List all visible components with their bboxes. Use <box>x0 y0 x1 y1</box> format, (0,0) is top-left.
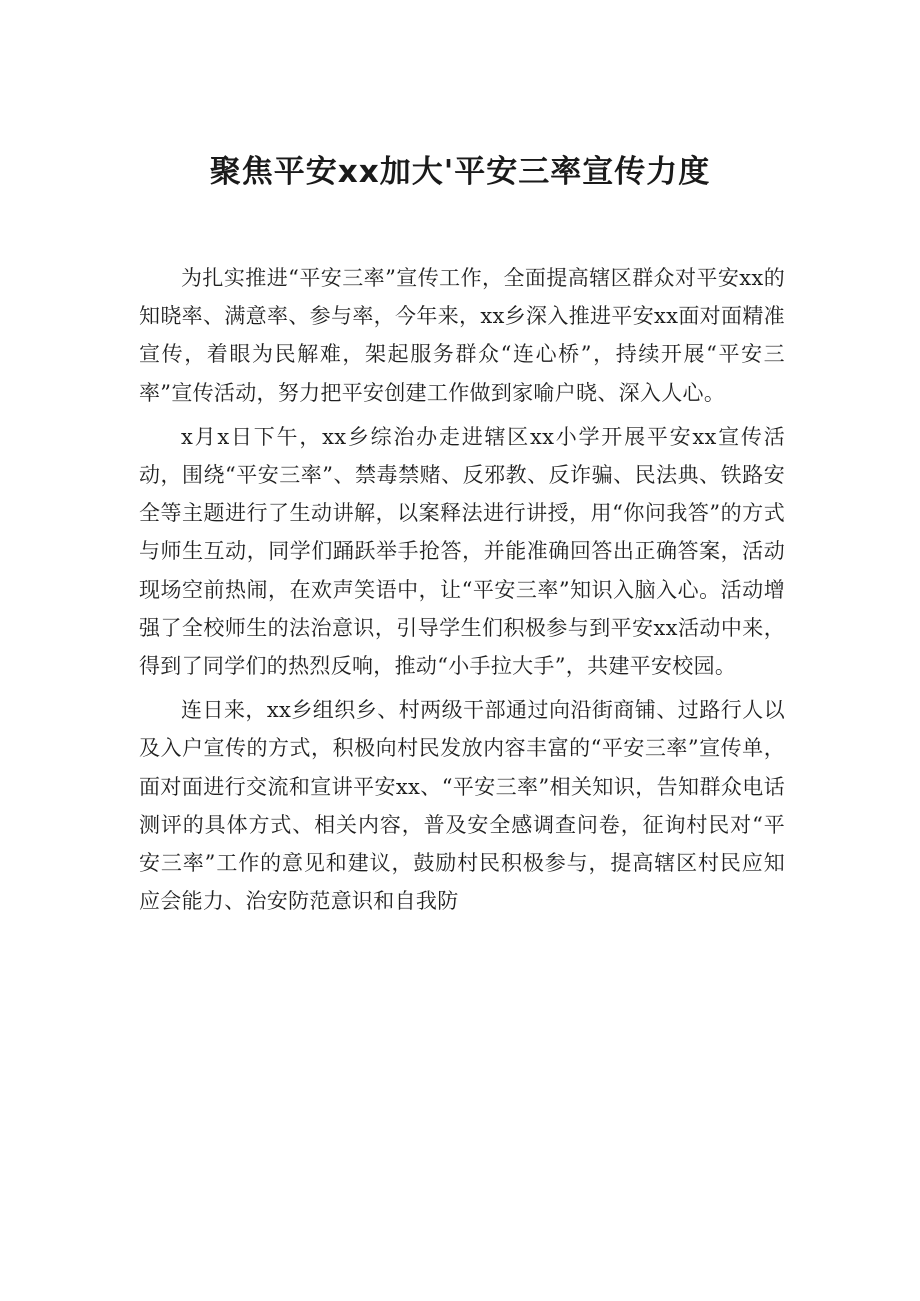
paragraph-intro: 为扎实推进“平安三率”宣传工作，全面提高辖区群众对平安xx的知晓率、满意率、参与率，今年来，xx乡深入推进平安xx面对面精准宣传，着眼为民解难，架起服务群众“连心桥”，持续开展“平安三率”宣传活动，努力把平安创建工作做到家喻户晓、深入人心。 <box>139 266 785 405</box>
document-title: 聚焦平安xx加大'平安三率宣传力度 <box>209 154 711 190</box>
paragraph-village-outreach: 连日来，xx乡组织乡、村两级干部通过向沿街商铺、过路行人以及入户宣传的方式，积极向村民发放内容丰富的“平安三率”宣传单，面对面进行交流和宣讲平安xx、“平安三率”相关知识，告知群众电话测评的具体方式、相关内容，普及安全感调查问卷，征询村民对“平安三率”工作的意见和建议，鼓励村民积极参与，提高辖区村民应知应会能力、治安防范意识和自我防 <box>139 698 785 914</box>
document-body <box>139 259 785 926</box>
paragraph-school-activity: x月x日下午，xx乡综治办走进辖区xx小学开展平安xx宣传活动，围绕“平安三率”、禁毒禁赌、反邪教、反诈骗、民法典、铁路安全等主题进行了生动讲解，以案释法进行讲授，用“你问我答”的方式与师生互动，同学们踊跃举手抢答，并能准确回答出正确答案，活动现场空前热闹，在欢声笑语中，让“平安三率”知识入脑入心。活动增强了全校师生的法治意识，引导学生们积极参与到平安xx活动中来，得到了同学们的热烈反响，推动“小手拉大手”，共建平安校园。 <box>139 424 785 679</box>
